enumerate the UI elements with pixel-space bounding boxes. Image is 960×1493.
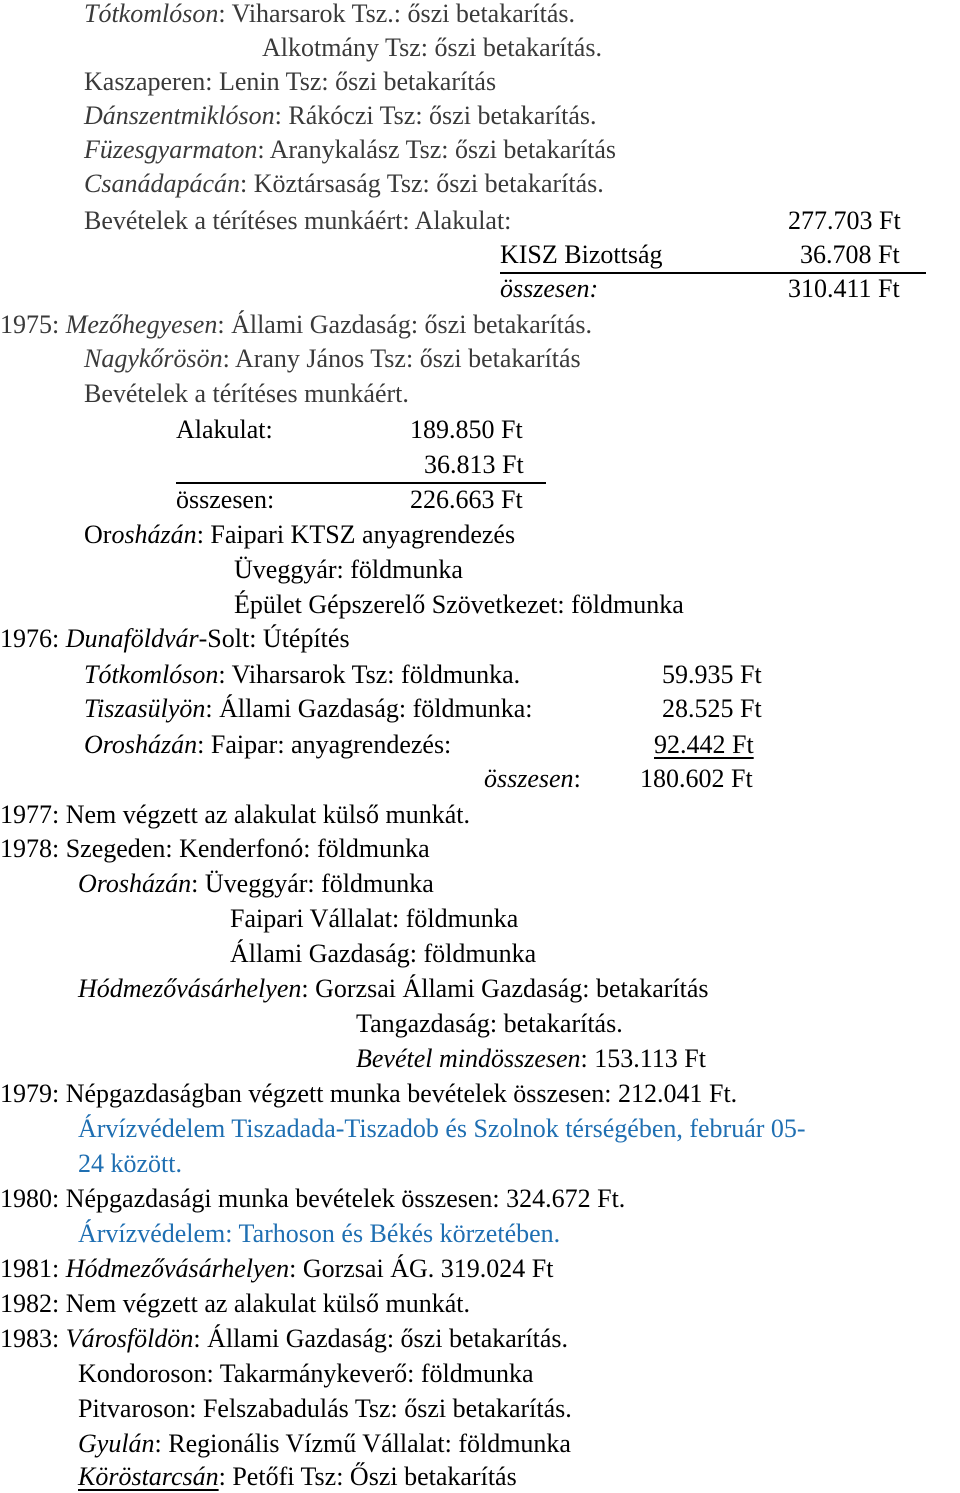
entry-text: Or (84, 520, 112, 549)
line-uveggyar: Üveggyár: földmunka (234, 555, 463, 584)
entry-text: : Állami Gazdaság: földmunka: (205, 694, 533, 723)
entry-text: : Viharsarok Tsz: földmunka. (218, 660, 521, 689)
line-korostarcsan (78, 1461, 517, 1493)
line-totkomloson-2 (84, 659, 520, 691)
place-name: Orosházán (84, 730, 198, 759)
place-name: Gyulán (78, 1429, 155, 1458)
line-oroshazan-uveggyar (78, 868, 434, 900)
line-nagykorosin (84, 343, 581, 375)
income-total-label: összesen: (500, 274, 599, 303)
line-gyulan (78, 1428, 571, 1460)
entry-text: Kaszaperen: Lenin Tsz: őszi betakarítás (84, 67, 497, 96)
place-name: Orosházán (78, 869, 192, 898)
place-name: Hódmezővásárhelyen (65, 1254, 290, 1283)
place-name: Dunaföldvár (65, 624, 199, 653)
place-name: Köröstarcsán (78, 1462, 219, 1491)
line-hodmezovasarhelyen (78, 973, 709, 1005)
line-tiszasulyon (84, 693, 532, 725)
place-name: Nagykőrösön (84, 344, 223, 373)
income-kisz-label: KISZ Bizottság (500, 240, 663, 269)
entry-text: : Állami Gazdaság: őszi betakarítás. (193, 1324, 569, 1353)
income-amount-total-2: 226.663 Ft (410, 485, 523, 514)
entry-text: : Arany János Tsz: őszi betakarítás (222, 344, 581, 373)
entry-text: : Állami Gazdaság: őszi betakarítás. (217, 310, 593, 339)
entry-text: : Viharsarok Tsz.: őszi betakarítás. (218, 0, 576, 28)
line-1979: 1979: Népgazdaságban végzett munka bevételek összesen: 212.041 Ft. (0, 1079, 738, 1108)
amount-tiszasuly: 28.525 Ft (662, 694, 762, 723)
place-name: Csanádapácán (84, 169, 240, 198)
line-1978: 1978: Szegeden: Kenderfonó: földmunka (0, 834, 430, 863)
line-epulet-gepszerelo: Épület Gépszerelő Szövetkezet: földmunka (234, 590, 684, 619)
total-label: összesen (484, 764, 574, 793)
place-name: Tótkomlóson (84, 660, 219, 689)
line-faipari-vallalat: Faipari Vállalat: földmunka (230, 904, 519, 933)
place-name: osházán (111, 520, 197, 549)
amount-totkomlos: 59.935 Ft (662, 660, 762, 689)
place-name: Mezőhegyesen (65, 310, 218, 339)
line-oroshazan-faipar (84, 729, 451, 761)
line-1976 (0, 623, 350, 655)
income-label: Bevételek a térítéses munkáért: Alakulat: (84, 206, 512, 235)
income-alakulat-label-2: Alakulat: (176, 415, 273, 444)
place-name: Tótkomlóson (84, 0, 219, 28)
year-label: 1981: (0, 1254, 60, 1283)
income-amount-second-2: 36.813 Ft (424, 450, 524, 479)
entry-text: Alkotmány Tsz: őszi betakarítás. (262, 33, 602, 62)
line-1977: 1977: Nem végzett az alakulat külső munkát. (0, 800, 471, 829)
entry-text: : Gorzsai Állami Gazdaság: betakarítás (301, 974, 709, 1003)
place-name: Hódmezővásárhelyen (78, 974, 302, 1003)
line-totkomloson-1 (84, 0, 575, 30)
line-arvizvedelem-2: Árvízvédelem: Tarhoson és Békés körzetében. (78, 1219, 561, 1248)
income-amount-alakulat-2: 189.850 Ft (410, 415, 523, 444)
place-name: Tiszasülyön (84, 694, 206, 723)
line-fuzesgyarmaton (84, 134, 616, 166)
entry-text: : 153.113 Ft (580, 1044, 706, 1073)
income-amount-alakulat: 277.703 Ft (788, 206, 901, 235)
year-label: 1983: (0, 1324, 60, 1353)
line-danszentmikloson (84, 100, 597, 132)
line-arvizvedelem-1-cont: 24 között. (78, 1149, 182, 1178)
entry-text: : Faipari KTSZ anyagrendezés (196, 520, 516, 549)
line-total-1976 (484, 763, 581, 795)
line-1983 (0, 1323, 568, 1355)
line-1975 (0, 309, 592, 341)
line-1980: 1980: Népgazdasági munka bevételek összesen: 324.672 Ft. (0, 1184, 626, 1213)
income-label-2: Bevételek a térítéses munkáért. (84, 379, 409, 408)
entry-text: : (573, 764, 581, 793)
line-1982: 1982: Nem végzett az alakulat külső munkát. (0, 1289, 471, 1318)
line-csanadapacan (84, 168, 604, 200)
line-alkotmany (262, 32, 602, 64)
entry-text: : Gorzsai ÁG. 319.024 Ft (289, 1254, 554, 1283)
entry-text: : Üveggyár: földmunka (191, 869, 434, 898)
place-name: Dánszentmiklóson (84, 101, 275, 130)
line-kondoroson: Kondoroson: Takarmánykeverő: földmunka (78, 1359, 534, 1388)
entry-text: -Solt: Útépítés (198, 624, 350, 653)
entry-text: : Petőfi Tsz: Őszi betakarítás (218, 1462, 517, 1491)
amount-total-1976: 180.602 Ft (640, 764, 753, 793)
line-kaszaperen (84, 66, 496, 98)
income-amount-total: 310.411 Ft (788, 274, 900, 303)
line-bevetel-total (356, 1043, 706, 1075)
line-arvizvedelem-1: Árvízvédelem Tiszadada-Tiszadob és Szolnok térségében, február 05- (78, 1114, 806, 1143)
entry-text: : Rákóczi Tsz: őszi betakarítás. (274, 101, 597, 130)
income-amount-kisz: 36.708 Ft (800, 240, 900, 269)
total-label: Bevétel mindösszesen (356, 1044, 581, 1073)
year-label: 1975: (0, 310, 60, 339)
line-oroshazan-ktsz (84, 519, 515, 551)
entry-text: : Regionális Vízmű Vállalat: földmunka (154, 1429, 571, 1458)
place-name: Füzesgyarmaton (84, 135, 258, 164)
entry-text: : Faipar: anyagrendezés: (197, 730, 452, 759)
year-label: 1976: (0, 624, 60, 653)
line-tangazdasag: Tangazdaság: betakarítás. (356, 1009, 623, 1038)
line-allami-gazdasag: Állami Gazdaság: földmunka (230, 939, 537, 968)
entry-text: : Köztársaság Tsz: őszi betakarítás. (240, 169, 604, 198)
amount-oroshaza: 92.442 Ft (654, 730, 754, 759)
income-total-label-2: összesen: (176, 485, 275, 514)
line-1981 (0, 1253, 553, 1285)
line-pitvaroson: Pitvaroson: Felszabadulás Tsz: őszi betakarítás. (78, 1394, 572, 1423)
place-name: Városföldön (65, 1324, 194, 1353)
entry-text: : Aranykalász Tsz: őszi betakarítás (257, 135, 617, 164)
